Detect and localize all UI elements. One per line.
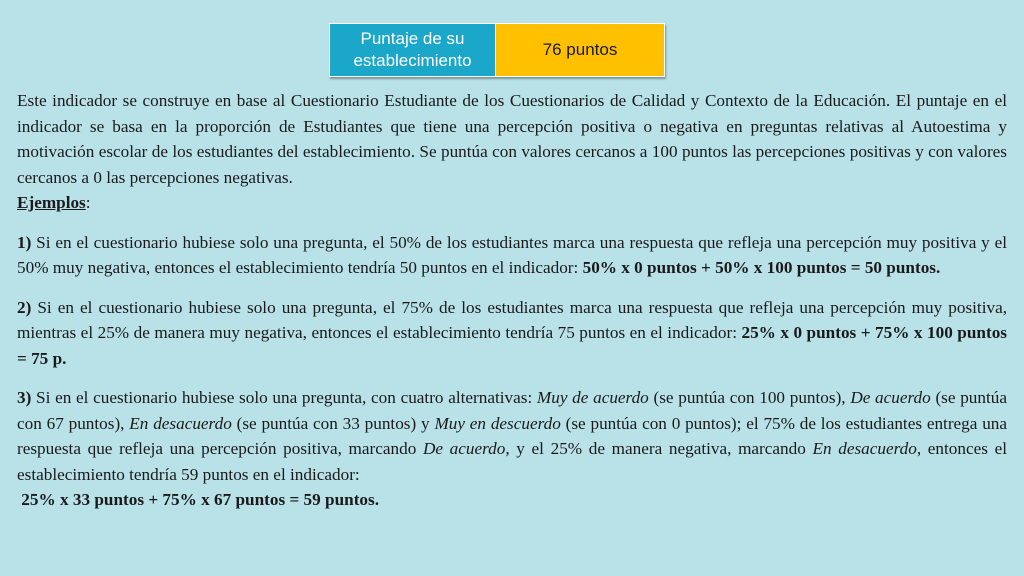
example-1 <box>17 230 1007 281</box>
intro-paragraph: Este indicador se construye en base al Cuestionario Estudiante de los Cuestionarios de Calidad y Contexto de la Educación. El puntaje en el indicador se basa en la proporción de Estudiantes que tiene una percepción positiva o negativa en preguntas relativas al Autoestima y motivación escolar de los estudiantes del establecimiento. Se puntúa con valores cercanos a 100 puntos las percepciones positivas y con valores cercanos a 0 las percepciones negativas. <box>17 91 1007 187</box>
score-label: Puntaje de su establecimiento <box>329 23 496 77</box>
example-3-option-de-acuerdo: De acuerdo <box>850 388 931 407</box>
examples-heading: Ejemplos <box>17 193 86 212</box>
example-1-formula: 50% x 0 puntos + 50% x 100 puntos = 50 puntos. <box>582 258 941 277</box>
example-2-text: Si en el cuestionario hubiese solo una pregunta, el 75% de los estudiantes marca una respuesta que refleja una percepción muy positiva, mientras el 25% de manera muy negativa, entonces el establecimiento tendría 75 puntos en el indicador: <box>17 297 1007 342</box>
example-2-formula: 25% x 0 puntos + 75% x 100 puntos = 75 p. <box>17 323 1007 368</box>
example-1-number: 1) <box>17 232 32 252</box>
example-2-number: 2) <box>17 297 32 317</box>
examples-colon: : <box>85 193 91 212</box>
example-3-text-5: (se puntúa con 0 puntos); el 75% de los estudiantes entrega una respuesta que refleja una percepción positiva, marcando <box>17 413 1008 458</box>
example-3-text-6: , y el 25% de manera negativa, marcando <box>505 439 813 458</box>
example-3-marking-de-acuerdo: De acuerdo <box>422 439 506 458</box>
example-3-formula: 25% x 33 puntos + 75% x 67 puntos = 59 puntos. <box>21 490 379 509</box>
example-3-text-4: (se puntúa con 33 puntos) y <box>231 413 435 433</box>
example-2 <box>17 295 1007 372</box>
example-1-text: Si en el cuestionario hubiese solo una pregunta, el 50% de los estudiantes marca una respuesta que refleja una percepción muy positiva y el 50% muy negativa, entonces el establecimiento tendría 50 puntos en el indicador: <box>17 232 1007 277</box>
example-3-text-2: (se puntúa con 100 puntos), <box>648 388 851 407</box>
score-value: 76 puntos <box>496 23 665 77</box>
score-box <box>329 23 665 77</box>
example-3-text-7: , entonces el establecimiento tendría 59 puntos en el indicador: <box>17 439 1007 484</box>
example-3-formula-line <box>17 487 1007 513</box>
example-3-text-1: Si en el cuestionario hubiese solo una pregunta, con cuatro alternativas: <box>31 388 537 407</box>
example-3-option-muy-de-acuerdo: Muy de acuerdo <box>536 388 649 407</box>
example-3-number: 3) <box>17 388 32 407</box>
content-body <box>17 88 1007 513</box>
example-3-option-muy-en-descuerdo: Muy en descuerdo <box>434 413 561 433</box>
example-3 <box>17 385 1007 487</box>
example-3-option-en-desacuerdo: En desacuerdo <box>129 413 232 433</box>
example-3-text-3: (se puntúa con 67 puntos), <box>17 388 1007 433</box>
example-3-marking-en-desacuerdo: En desacuerdo <box>812 439 917 458</box>
examples-heading-line <box>17 190 1007 216</box>
